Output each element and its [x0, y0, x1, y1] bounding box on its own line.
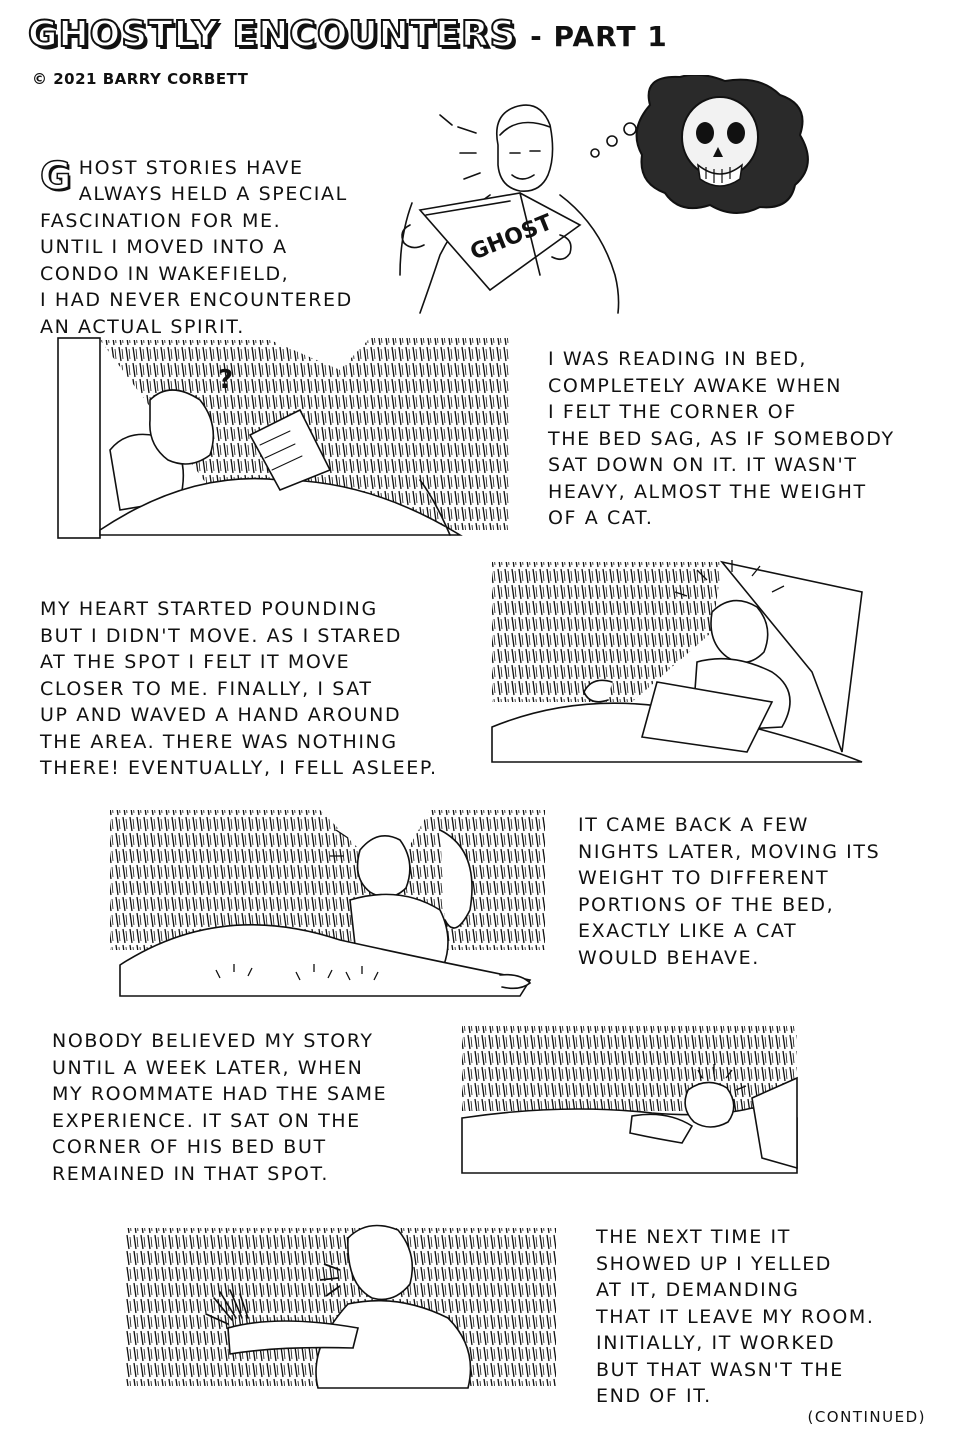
panel-4-drawing [100, 800, 560, 1000]
panel-waving-hand [482, 552, 874, 772]
title-text: GHOSTLY ENCOUNTERS [28, 14, 517, 55]
caption-2: I WAS READING IN BED, COMPLETELY AWAKE WHEN I FELT THE CORNER OF THE BED SAG, AS IF SOMEBODY SAT DOWN ON IT. IT WASN'T HEAVY, ALMOST THE WEIGHT OF A CAT. [548, 348, 895, 529]
caption-1-text: HOST STORIES HAVE ALWAYS HELD A SPECIAL FASCINATION FOR ME. UNTIL I MOVED INTO A CONDO IN WAKEFIELD, I HAD NEVER ENCOUNTERED AN ACTUAL SPIRIT. [40, 156, 353, 338]
panel-5-drawing [452, 1018, 804, 1178]
copyright-line: © 2021 BARRY CORBETT [32, 70, 249, 88]
panel-3-drawing [482, 552, 874, 772]
title-part: - PART 1 [530, 20, 668, 53]
comic-title [28, 14, 668, 55]
continued-label: (CONTINUED) [807, 1408, 926, 1426]
question-mark: ? [218, 365, 234, 395]
panel-weight-moving [100, 800, 560, 1000]
book-cover-title: GHOST [466, 210, 557, 266]
caption-1 [40, 128, 380, 340]
caption-5: NOBODY BELIEVED MY STORY UNTIL A WEEK LATER, WHEN MY ROOMMATE HAD THE SAME EXPERIENCE. IT SAT ON THE CORNER OF HIS BED BUT REMAINED IN THAT SPOT. [52, 1030, 388, 1185]
panel-1-drawing [380, 75, 835, 315]
panel-reading-in-bed [40, 330, 520, 550]
panel-roommate-sleeping [452, 1018, 804, 1178]
panel-yelling [118, 1218, 564, 1390]
caption-4: IT CAME BACK A FEW NIGHTS LATER, MOVING ITS WEIGHT TO DIFFERENT PORTIONS OF THE BED, EXACTLY LIKE A CAT WOULD BEHAVE. [578, 814, 881, 969]
panel-2-drawing [40, 330, 520, 550]
drop-cap: G [40, 153, 73, 198]
panel-reading-man [380, 75, 835, 315]
panel-6-drawing [118, 1218, 564, 1390]
caption-6: THE NEXT TIME IT SHOWED UP I YELLED AT IT, DEMANDING THAT IT LEAVE MY ROOM. INITIALLY, IT WORKED BUT THAT WASN'T THE END OF IT. [596, 1226, 875, 1407]
skull-thought-bubble [637, 75, 808, 213]
caption-3: MY HEART STARTED POUNDING BUT I DIDN'T MOVE. AS I STARED AT THE SPOT I FELT IT MOVE CLOSER TO ME. FINALLY, I SAT UP AND WAVED A HAND AROUND THE AREA. THERE WAS NOTHING THERE! EVENTUALLY, I FELL ASLEEP. [40, 598, 438, 779]
